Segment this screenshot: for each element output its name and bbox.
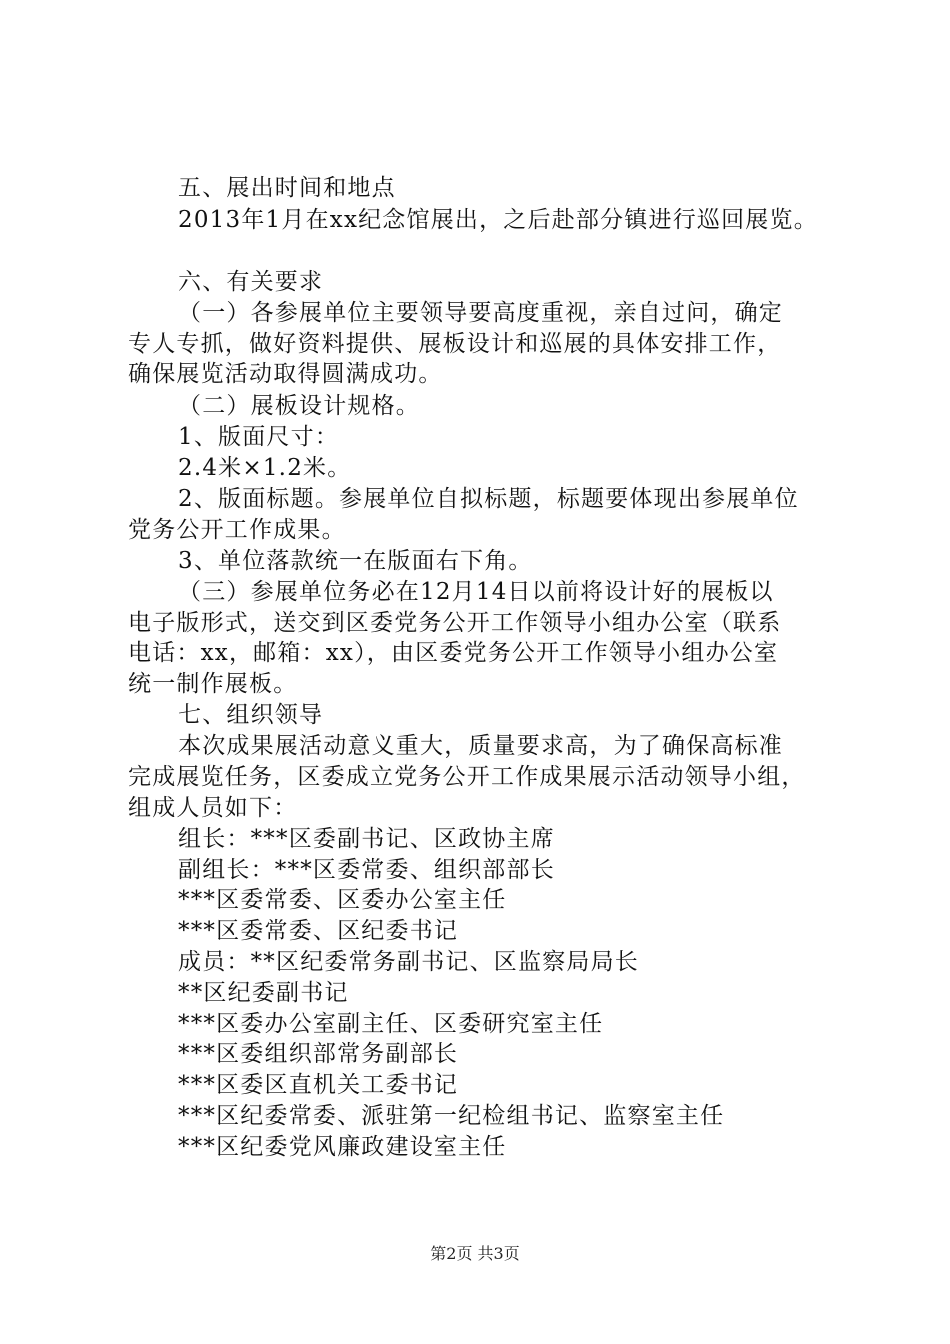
member-line: ***区委组织部常务副部长 (178, 1041, 459, 1067)
paragraph-line: （二）展板设计规格。 (178, 393, 420, 419)
paragraph-line: （三）参展单位务必在12月14日以前将设计好的展板以 (178, 579, 774, 605)
paragraph-line: 3、单位落款统一在版面右下角。 (178, 548, 533, 574)
section-heading-six: 六、有关要求 (178, 269, 324, 295)
member-line: ***区委办公室副主任、区委研究室主任 (178, 1011, 604, 1037)
member-line: ***区纪委常委、派驻第一纪检组书记、监察室主任 (178, 1103, 725, 1129)
section-heading-five: 五、展出时间和地点 (178, 175, 396, 201)
paragraph-line: 2013年1月在xx纪念馆展出，之后赴部分镇进行巡回展览。 (178, 207, 818, 233)
paragraph-line: 电话：xx，邮箱：xx），由区委党务公开工作领导小组办公室 (128, 640, 779, 666)
paragraph-line: 电子版形式，送交到区委党务公开工作领导小组办公室（联系 (128, 610, 782, 636)
paragraph-line: 1、版面尺寸： (178, 424, 340, 450)
paragraph-line: 2.4米×1.2米。 (178, 455, 352, 481)
paragraph-line: （一）各参展单位主要领导要高度重视，亲自过问，确定 (178, 300, 783, 326)
member-line: ***区纪委党风廉政建设室主任 (178, 1134, 507, 1160)
member-line: ***区委常委、区纪委书记 (178, 918, 459, 944)
member-line: **区纪委副书记 (178, 980, 349, 1006)
member-line: 组长：***区委副书记、区政协主席 (178, 826, 555, 852)
paragraph-line: 确保展览活动取得圆满成功。 (128, 361, 443, 387)
member-line: ***区委常委、区委办公室主任 (178, 887, 507, 913)
paragraph-line: 组成人员如下： (128, 795, 298, 821)
paragraph-line: 统一制作展板。 (128, 671, 298, 697)
page-number-footer: 第2页 共3页 (430, 1244, 520, 1263)
member-line: ***区委区直机关工委书记 (178, 1072, 459, 1098)
member-line: 成员：**区纪委常务副书记、区监察局局长 (178, 949, 639, 975)
member-line: 副组长：***区委常委、组织部部长 (178, 857, 555, 883)
paragraph-line: 完成展览任务，区委成立党务公开工作成果展示活动领导小组， (128, 764, 806, 790)
paragraph-line: 专人专抓，做好资料提供、展板设计和巡展的具体安排工作， (128, 331, 782, 357)
paragraph-line: 2、版面标题。参展单位自拟标题，标题要体现出参展单位 (178, 486, 799, 512)
paragraph-line: 本次成果展活动意义重大，质量要求高，为了确保高标准 (178, 733, 783, 759)
section-heading-seven: 七、组织领导 (178, 702, 324, 728)
paragraph-line: 党务公开工作成果。 (128, 517, 346, 543)
